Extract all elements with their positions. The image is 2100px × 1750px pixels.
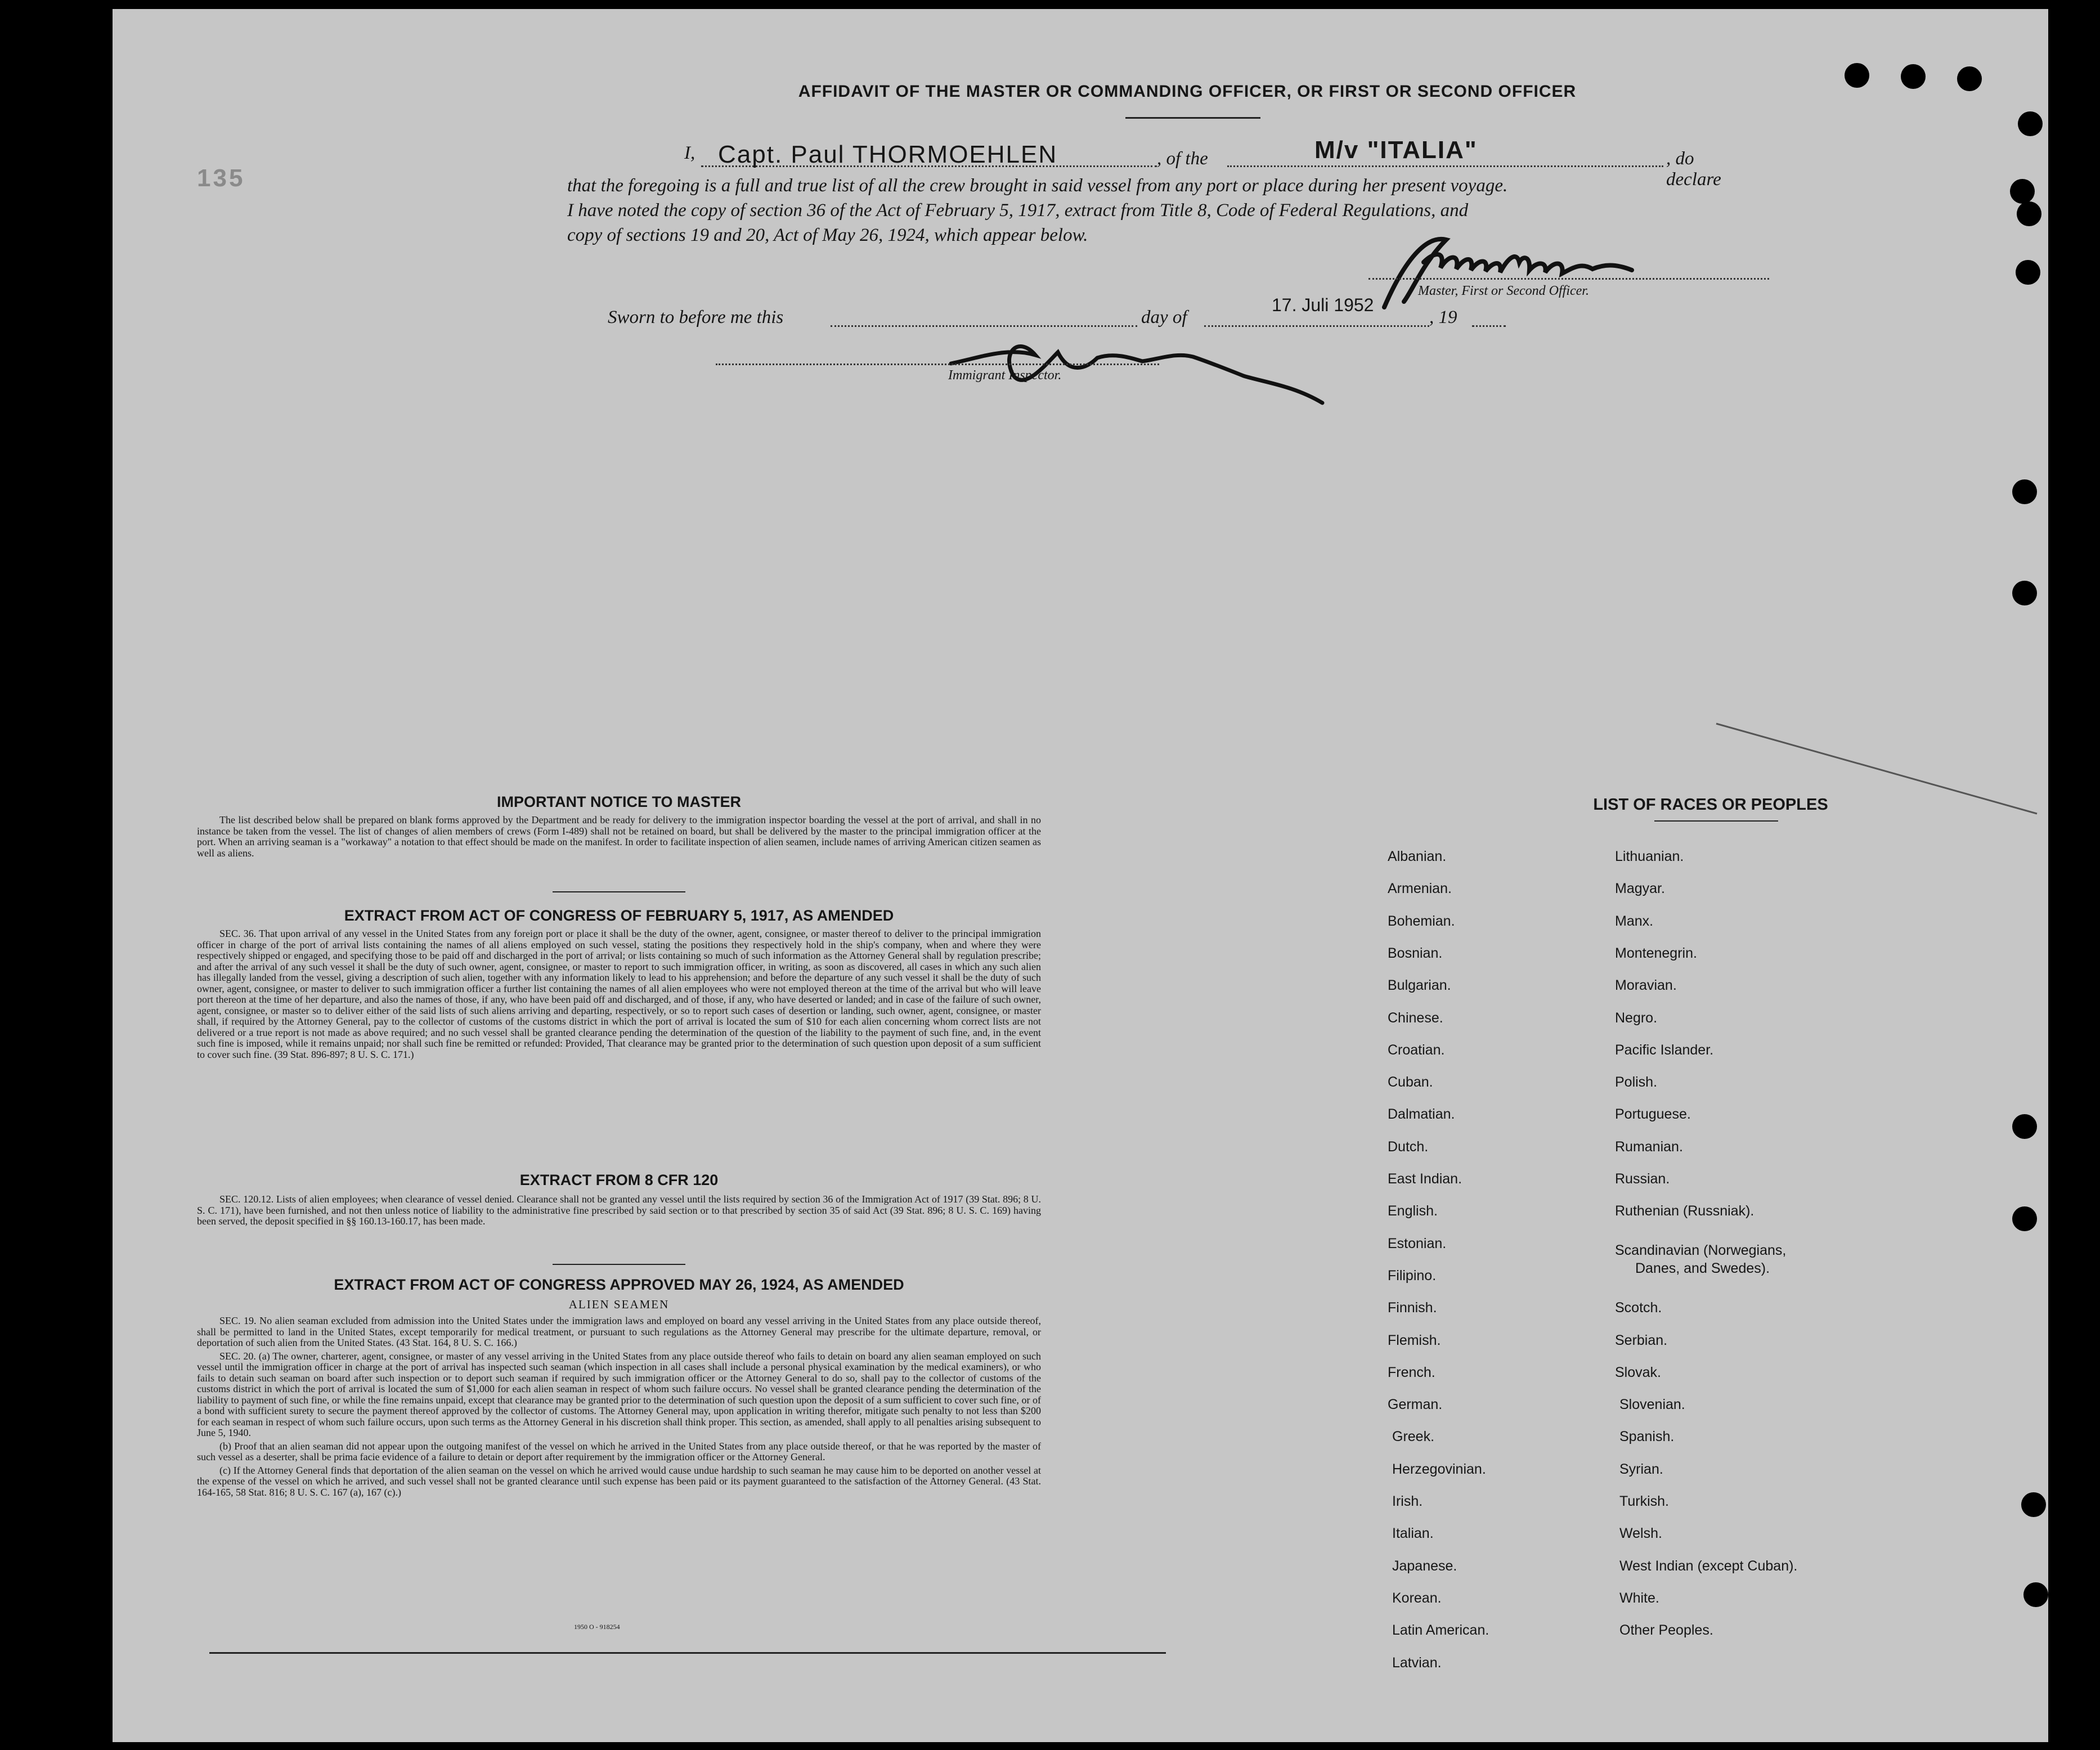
race-item: Moravian. [1615, 977, 1677, 993]
race-item: Greek. [1392, 1429, 1435, 1444]
race-item: Lithuanian. [1615, 849, 1684, 864]
punch-hole [2023, 1582, 2048, 1607]
declaration-line-4: copy of sections 19 and 20, Act of May 26, 1924, which appear below. [567, 225, 1088, 245]
race-item: Rumanian. [1615, 1139, 1683, 1155]
race-item: Montenegrin. [1615, 945, 1697, 961]
sworn-label: Sworn to before me this [608, 307, 784, 327]
race-item: White. [1619, 1590, 1659, 1606]
affidavit-title: AFFIDAVIT OF THE MASTER OR COMMANDING OFFICER, OR FIRST OR SECOND OFFICER [798, 82, 1577, 101]
punch-hole [2021, 1492, 2046, 1517]
punch-hole [2017, 201, 2041, 226]
race-item: Bulgarian. [1388, 977, 1451, 993]
race-item: Dutch. [1388, 1139, 1429, 1155]
race-item: Finnish. [1388, 1300, 1437, 1316]
race-item: Bohemian. [1388, 913, 1455, 929]
race-item: Herzegovinian. [1392, 1461, 1486, 1477]
race-item: Slovak. [1615, 1365, 1661, 1380]
inspector-signature-line [716, 364, 1159, 365]
race-item: Russian. [1615, 1171, 1670, 1187]
declaration-line-3: I have noted the copy of section 36 of the Act of February 5, 1917, extract from Title 8, Code of Federal Regulations, and [567, 200, 1469, 221]
sworn-date-stamp: 17. Juli 1952 [1272, 295, 1374, 315]
cfr-divider [553, 1264, 685, 1265]
race-item: Slovenian. [1619, 1397, 1685, 1412]
of-the-label: , of the [1157, 149, 1208, 169]
race-item: Korean. [1392, 1590, 1442, 1606]
document-page [113, 9, 2048, 1742]
title-divider [1125, 117, 1260, 119]
race-item: Chinese. [1388, 1010, 1443, 1026]
extract-1917-title: EXTRACT FROM ACT OF CONGRESS OF FEBRUARY 5, 1917, AS AMENDED [344, 907, 894, 924]
vessel-name: M/v "ITALIA" [1314, 136, 1478, 164]
race-item: Bosnian. [1388, 945, 1443, 961]
race-item: West Indian (except Cuban). [1619, 1558, 1798, 1574]
notice-divider [553, 891, 685, 892]
master-signature [1350, 228, 1756, 313]
punch-hole [2018, 111, 2043, 136]
punch-hole [2012, 1114, 2037, 1139]
race-item: East Indian. [1388, 1171, 1462, 1187]
notice-title: IMPORTANT NOTICE TO MASTER [497, 793, 741, 810]
race-item: Magyar. [1615, 881, 1665, 896]
punch-hole [1901, 64, 1926, 89]
declaration-line-2: that the foregoing is a full and true list of all the crew brought in said vessel from any port or place during her present voyage. [567, 176, 1508, 196]
punch-hole [2012, 479, 2037, 504]
extract-cfr-body [197, 1194, 1041, 1230]
race-item: Turkish. [1619, 1493, 1669, 1509]
race-item: English. [1388, 1203, 1438, 1219]
vessel-blank [1227, 165, 1663, 167]
section-120-paragraph: SEC. 120.12. Lists of alien employees; when clearance of vessel denied. Clearance shall not be granted any vessel until the lists required by section 36 of the Immigration Act of 1917 (39 Stat. 896; 8 U. S. C. 171), have been furnished, and not then unless notice of liability to the administrative fine prescribed by said section or to that prescribed by section 35 of said Act (39 Stat. 896; 8 U. S. C. 169) having been served, the deposit specified in §§ 160.13-160.17, has been made. [197, 1193, 1041, 1227]
race-item: Polish. [1615, 1074, 1658, 1090]
do-declare-label: , do declare [1666, 149, 1721, 190]
section-20a-paragraph: SEC. 20. (a) The owner, charterer, agent, consignee, or master of any vessel arriving in the United States from any place outside thereof who fails to detain on board any alien seaman employed on such vessel until the immigration officer in charge at the port of arrival has inspected such seaman (which inspection in all cases shall include a personal physical examination by the medical examiners), or who fails to detain such seaman on board after such inspection or to deport such seaman if required by such immigration officer or the Attorney General to do so, shall pay to the collector of customs of the customs district in which the port of arrival is located the sum of $1,000 for each alien seaman in respect of whom such failure occurs. No vessel shall be granted clearance pending the determination of the liability to payment of such fine, or while the fine remains unpaid, except that clearance may be granted prior to the determination of such question upon the deposit of a sum sufficient to cover such fine, or of a bond with sufficient surety to secure the payment thereof approved by the collector of customs. The Attorney General may, upon application in writing therefor, mitigate such penalty to not less than $200 for each seaman in respect of whom such failure occurs, upon such terms as the Attorney General in his discretion shall think proper. This section, as amended, shall apply to all penalties arising subsequent to June 5, 1940. [197, 1350, 1041, 1438]
race-item: Japanese. [1392, 1558, 1457, 1574]
section-36-paragraph: SEC. 36. That upon arrival of any vessel in the United States from any foreign port or place it shall be the duty of the owner, agent, consignee, or master thereof to deliver to the principal immigration officer in charge of the port of arrival lists containing the names of all aliens employed on such vessel, stating the positions they respectively hold in the ship's company, when and where they were respectively shipped or engaged, and specifying those to be paid off and discharged in the port of arrival; or lists containing so much of such information as the Attorney General shall by regulation prescribe; and after the arrival of any such vessel it shall be the duty of such owner, agent, consignee, or master to report to such immigration officer, in writing, as soon as discovered, all cases in which any such alien has illegally landed from the vessel, giving a description of such alien, together with any information likely to lead to his apprehension; and before the departure of any such vessel it shall be the duty of such owner, agent, consignee, or master to deliver to such immigration officer a further list containing the names of all alien employees who were not employed thereon at the time of the arrival but who will leave port thereon at the time of her departure, and also the names of those, if any, who have been paid off and discharged, and of those, if any, who have deserted or landed; and in case of the failure of such owner, agent, consignee, or master so to deliver either of the said lists of such aliens arriving and departing, respectively, or so to report such cases of desertion or landing, such owner, agent, consignee, or master shall, if required by the Attorney General, pay to the collector of customs of the customs district in which the port of arrival is located the sum of $10 for each alien concerning whom correct lists are not delivered or a true report is not made as above required; and no such vessel shall be granted clearance pending the determination of the question of the liability to the payment of such fine, and, in the event such fine is imposed, while it remains unpaid; nor shall such fine be remitted or refunded: Provided, That clearance may be granted prior to the determination of such question upon deposit of a sum sufficient to cover such fine. (39 Stat. 896-897; 8 U. S. C. 171.) [197, 928, 1041, 1060]
race-item: Latvian. [1392, 1655, 1442, 1671]
race-item: German. [1388, 1397, 1443, 1412]
race-item: Estonian. [1388, 1236, 1447, 1251]
inspector-caption: Immigrant Inspector. [948, 368, 1062, 383]
punch-hole [2016, 260, 2040, 285]
race-item: Flemish. [1388, 1332, 1441, 1348]
section-19-paragraph: SEC. 19. No alien seaman excluded from admission into the United States under the immigration laws and employed on board any vessel arriving in the United States from any place outside thereof, shall be permitted to land in the United States, except temporarily for medical treatment, or pursuant to such regulations as the Attorney General may prescribe for the ultimate departure, removal, or deportation of such alien from the United States. (43 Stat. 164, 8 U. S. C. 166.) [197, 1315, 1041, 1348]
race-item: Danes, and Swedes). [1635, 1260, 1770, 1276]
race-item: Serbian. [1615, 1332, 1668, 1348]
i-label: I, [684, 143, 695, 163]
race-item: Cuban. [1388, 1074, 1433, 1090]
race-item: Scandinavian (Norwegians, [1615, 1242, 1787, 1258]
print-code: 1950 O - 918254 [574, 1623, 620, 1631]
captain-name: Capt. Paul THORMOEHLEN [718, 141, 1058, 168]
bottom-rule [209, 1652, 1166, 1654]
master-caption: Master, First or Second Officer. [1418, 284, 1589, 298]
race-item: Pacific Islander. [1615, 1042, 1714, 1058]
notice-body [197, 815, 1041, 861]
punch-hole [2012, 1206, 2037, 1231]
race-item: Croatian. [1388, 1042, 1445, 1058]
race-item: Filipino. [1388, 1268, 1437, 1284]
race-item: Dalmatian. [1388, 1106, 1455, 1122]
notice-paragraph: The list described below shall be prepared on blank forms approved by the Department and be ready for delivery to the immigration inspector boarding the vessel at the port of arrival, and shall in no instance be taken from the vessel. The list of changes of alien members of crews (Form I-489) shall not be retained on board, but shall be delivered by the master to the principal immigration officer at the port. When an arriving seaman is a "workaway" a notation to that effect should be made on the manifest. In order to facilitate inspection of alien seamen, include names of arriving American citizen seamen as well as aliens. [197, 814, 1041, 859]
master-signature-line [1368, 278, 1769, 280]
section-20b-paragraph: (b) Proof that an alien seaman did not appear upon the outgoing manifest of the vessel on which he arrived in the United States from any place outside thereof, or that he was reported by the master of such vessel as a deserter, shall be prima facie evidence of a failure to detain or deport after requirement by the immigration officer or the Attorney General. [197, 1440, 1041, 1462]
race-item: French. [1388, 1365, 1435, 1380]
race-item: Welsh. [1619, 1525, 1662, 1541]
race-item: Manx. [1615, 913, 1654, 929]
extract-1917-body [197, 928, 1041, 1062]
races-title: LIST OF RACES OR PEOPLES [1593, 796, 1828, 814]
margin-stamp: 135 [197, 164, 245, 192]
race-item: Irish. [1392, 1493, 1423, 1509]
day-of-label: day of [1141, 307, 1187, 327]
race-item: Negro. [1615, 1010, 1658, 1026]
extract-1924-body [197, 1316, 1041, 1500]
race-item: Ruthenian (Russniak). [1615, 1203, 1755, 1219]
race-item: Scotch. [1615, 1300, 1662, 1316]
extract-cfr-title: EXTRACT FROM 8 CFR 120 [519, 1172, 719, 1188]
race-item: Syrian. [1619, 1461, 1663, 1477]
section-20c-paragraph: (c) If the Attorney General finds that deportation of the alien seaman on the vessel on which he arrived would cause undue hardship to such seaman he may cause him to be deported on another vessel at the expense of the vessel on which he arrived, and such vessel shall not be granted clearance until such expense has been paid or its payment guaranteed to the satisfaction of the Attorney General. (43 Stat. 164-165, 58 Stat. 816; 8 U. S. C. 167 (a), 167 (c).) [197, 1464, 1041, 1498]
race-item: Armenian. [1388, 881, 1452, 896]
year-blank [1472, 325, 1506, 327]
year-prefix: , 19 [1429, 307, 1457, 327]
punch-hole [2012, 581, 2037, 605]
punch-hole [2010, 179, 2035, 204]
race-item: Portuguese. [1615, 1106, 1691, 1122]
punch-hole [1957, 66, 1982, 91]
extract-1924-title: EXTRACT FROM ACT OF CONGRESS APPROVED MAY 26, 1924, AS AMENDED [334, 1276, 904, 1293]
race-item: Other Peoples. [1619, 1622, 1713, 1638]
race-item: Albanian. [1388, 849, 1447, 864]
races-divider [1654, 820, 1778, 822]
alien-seamen-subtitle: ALIEN SEAMEN [568, 1298, 670, 1311]
punch-hole [1845, 63, 1869, 88]
race-item: Italian. [1392, 1525, 1434, 1541]
race-item: Latin American. [1392, 1622, 1489, 1638]
race-item: Spanish. [1619, 1429, 1675, 1444]
